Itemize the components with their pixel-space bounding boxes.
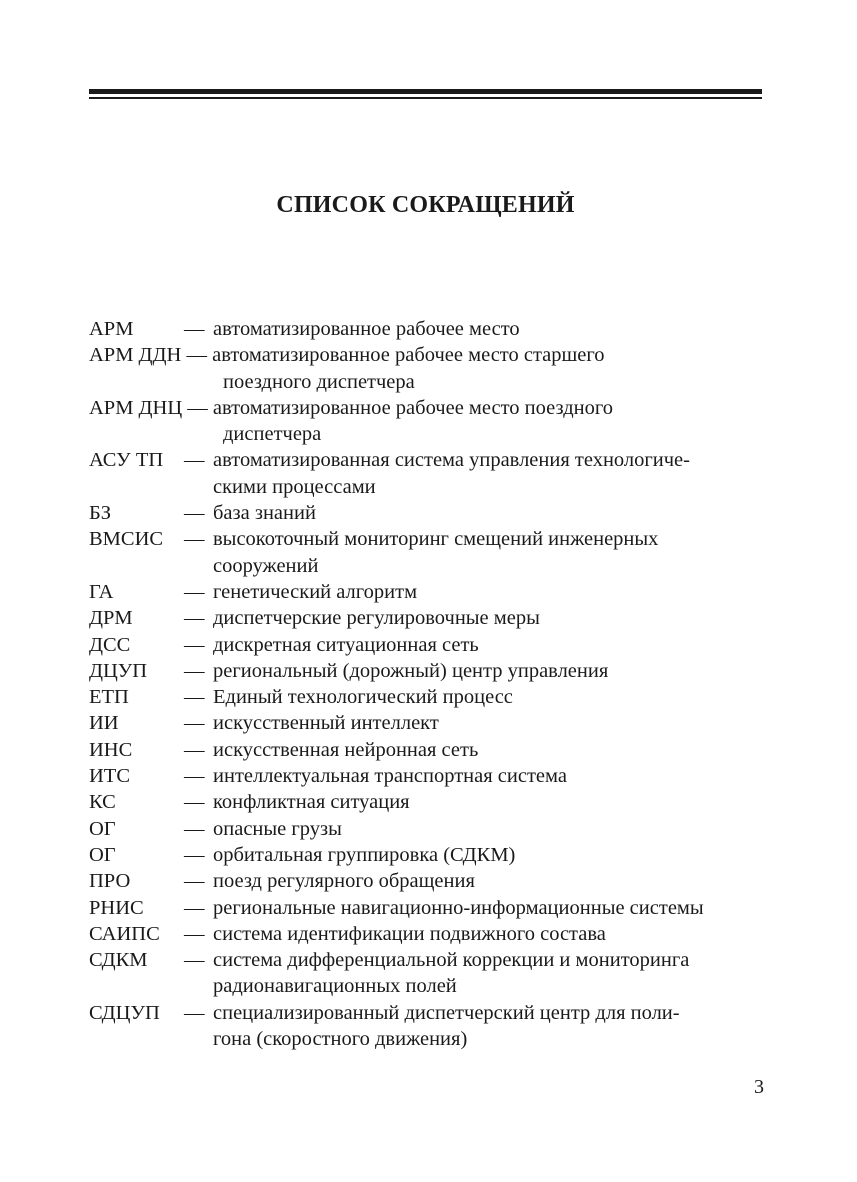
entry-dash: — — [184, 791, 205, 814]
abbreviation-entry — [89, 395, 769, 448]
abbreviation-definition — [213, 763, 769, 789]
abbreviation-entry — [89, 526, 769, 579]
abbreviation-entry — [89, 816, 769, 842]
abbreviation-term: ДЦУП — [89, 659, 148, 682]
entry-dash: — — [187, 396, 208, 419]
definition-line: диспетчера — [223, 423, 322, 446]
abbreviation-term: СДЦУП — [89, 1001, 160, 1024]
abbreviation-term: ИНС — [89, 738, 133, 761]
definition-line: опасные грузы — [213, 817, 342, 840]
abbreviation-term: ДСС — [89, 633, 131, 656]
entry-dash: — — [184, 922, 205, 945]
entry-dash: — — [184, 738, 205, 761]
abbreviation-term: САИПС — [89, 922, 160, 945]
entry-dash: — — [184, 712, 205, 735]
definition-line: искусственная нейронная сеть — [213, 738, 479, 761]
abbreviation-entry — [89, 658, 769, 684]
abbreviation-entry — [89, 947, 769, 1000]
definition-line: гона (скоростного движения) — [213, 1028, 468, 1051]
abbreviation-definition — [213, 842, 769, 868]
entry-first-line — [89, 397, 613, 419]
abbreviation-term: ЕТП — [89, 686, 129, 709]
definition-line: поездного диспетчера — [223, 370, 415, 393]
definition-line: генетический алгоритм — [213, 580, 418, 603]
definition-line: Единый технологический процесс — [213, 686, 513, 709]
entry-dash: — — [184, 318, 205, 340]
definition-line: сооружений — [213, 554, 319, 577]
abbreviation-entry — [89, 316, 769, 342]
abbreviation-entry — [89, 605, 769, 631]
definition-line: радионавигационных полей — [213, 975, 457, 998]
abbreviation-definition — [213, 632, 769, 658]
abbreviation-entry — [89, 763, 769, 789]
definition-line: скими процессами — [213, 475, 376, 498]
abbreviation-entry — [89, 579, 769, 605]
definition-line: автоматизированное рабочее место старшего — [212, 344, 605, 367]
entry-dash: — — [184, 580, 205, 603]
entry-dash: — — [184, 659, 205, 682]
abbreviation-definition — [213, 447, 769, 500]
definition-line: региональные навигационно-информационные системы — [213, 896, 704, 919]
abbreviation-term: ДРМ — [89, 607, 133, 630]
entry-dash: — — [184, 528, 205, 551]
abbreviation-entry — [89, 684, 769, 710]
abbreviation-definition — [213, 684, 769, 710]
abbreviation-term: БЗ — [89, 502, 112, 525]
definition-line: автоматизированное рабочее место поездного — [212, 396, 614, 419]
definition-line: высокоточный мониторинг смещений инженерных — [213, 528, 659, 551]
definition-line: искусственный интеллект — [213, 712, 439, 735]
definition-line: поезд регулярного обращения — [213, 870, 475, 893]
entry-first-line — [89, 344, 605, 366]
abbreviation-term: АРМ ДДН — [89, 344, 182, 367]
definition-line: система дифференциальной коррекции и мониторинга — [213, 949, 690, 972]
page-title: СПИСОК СОКРАЩЕНИЙ — [276, 192, 575, 218]
abbreviation-entry — [89, 500, 769, 526]
abbreviation-definition — [213, 868, 769, 894]
entry-dash: — — [184, 633, 205, 656]
abbreviation-term: ИТС — [89, 765, 130, 788]
abbreviation-term: АСУ ТП — [89, 449, 164, 472]
abbreviation-term: ОГ — [89, 843, 116, 866]
abbreviation-entry — [89, 342, 769, 395]
abbreviation-term: АРМ ДНЦ — [89, 396, 183, 419]
entry-dash: — — [186, 344, 207, 367]
page-number: 3 — [754, 1076, 764, 1098]
entry-dash: — — [184, 843, 205, 866]
abbreviation-definition — [213, 579, 769, 605]
definition-line: региональный (дорожный) центр управления — [213, 659, 609, 682]
abbreviation-definition — [213, 921, 769, 947]
abbreviation-definition — [213, 816, 769, 842]
entry-dash: — — [184, 449, 205, 472]
abbreviation-entry — [89, 921, 769, 947]
abbreviation-definition — [213, 500, 769, 526]
definition-line: дискретная ситуационная сеть — [213, 633, 479, 656]
abbreviation-definition — [213, 737, 769, 763]
abbreviation-term: СДКМ — [89, 949, 148, 972]
abbreviation-definition — [213, 947, 769, 1000]
entry-dash: — — [184, 1001, 205, 1024]
entry-dash: — — [184, 896, 205, 919]
abbreviation-term: КС — [89, 791, 116, 814]
definition-line: автоматизированное рабочее место — [213, 318, 520, 340]
abbreviation-definition — [213, 316, 769, 342]
abbreviation-entry — [89, 895, 769, 921]
abbreviation-term: ГА — [89, 580, 114, 603]
abbreviation-term: ПРО — [89, 870, 131, 893]
abbreviation-entry — [89, 789, 769, 815]
definition-line: специализированный диспетчерский центр для поли- — [213, 1001, 680, 1024]
abbreviation-definition — [213, 710, 769, 736]
definition-line: система идентификации подвижного состава — [213, 922, 606, 945]
header-rule-thin — [89, 97, 762, 99]
definition-line: интеллектуальная транспортная система — [213, 765, 567, 788]
entry-dash: — — [184, 949, 205, 972]
entry-dash: — — [184, 607, 205, 630]
abbreviation-definition — [213, 605, 769, 631]
abbreviation-definition — [213, 1000, 769, 1053]
entry-dash: — — [184, 686, 205, 709]
definition-line: автоматизированная система управления технологиче- — [213, 449, 690, 472]
abbreviation-term: РНИС — [89, 896, 144, 919]
abbreviation-term: ИИ — [89, 712, 119, 735]
entry-dash: — — [184, 870, 205, 893]
abbreviation-entry — [89, 868, 769, 894]
abbreviation-term: ВМСИС — [89, 528, 164, 551]
abbreviation-entry — [89, 842, 769, 868]
definition-line: конфликтная ситуация — [213, 791, 410, 814]
definition-line: орбитальная группировка (СДКМ) — [213, 843, 516, 866]
abbreviation-list — [89, 316, 769, 1052]
definition-line: база знаний — [213, 502, 316, 525]
abbreviation-definition — [213, 658, 769, 684]
header-rule-thick — [89, 89, 762, 94]
abbreviation-entry — [89, 737, 769, 763]
abbreviation-term: АРМ — [89, 318, 134, 340]
abbreviation-entry — [89, 710, 769, 736]
abbreviation-definition — [213, 526, 769, 579]
entry-dash: — — [184, 502, 205, 525]
abbreviation-entry — [89, 447, 769, 500]
entry-dash: — — [184, 765, 205, 788]
abbreviation-term: ОГ — [89, 817, 116, 840]
definition-line: диспетчерские регулировочные меры — [213, 607, 540, 630]
abbreviation-definition — [213, 789, 769, 815]
abbreviation-entry — [89, 632, 769, 658]
entry-dash: — — [184, 817, 205, 840]
abbreviation-definition — [213, 895, 769, 921]
abbreviation-entry — [89, 1000, 769, 1053]
